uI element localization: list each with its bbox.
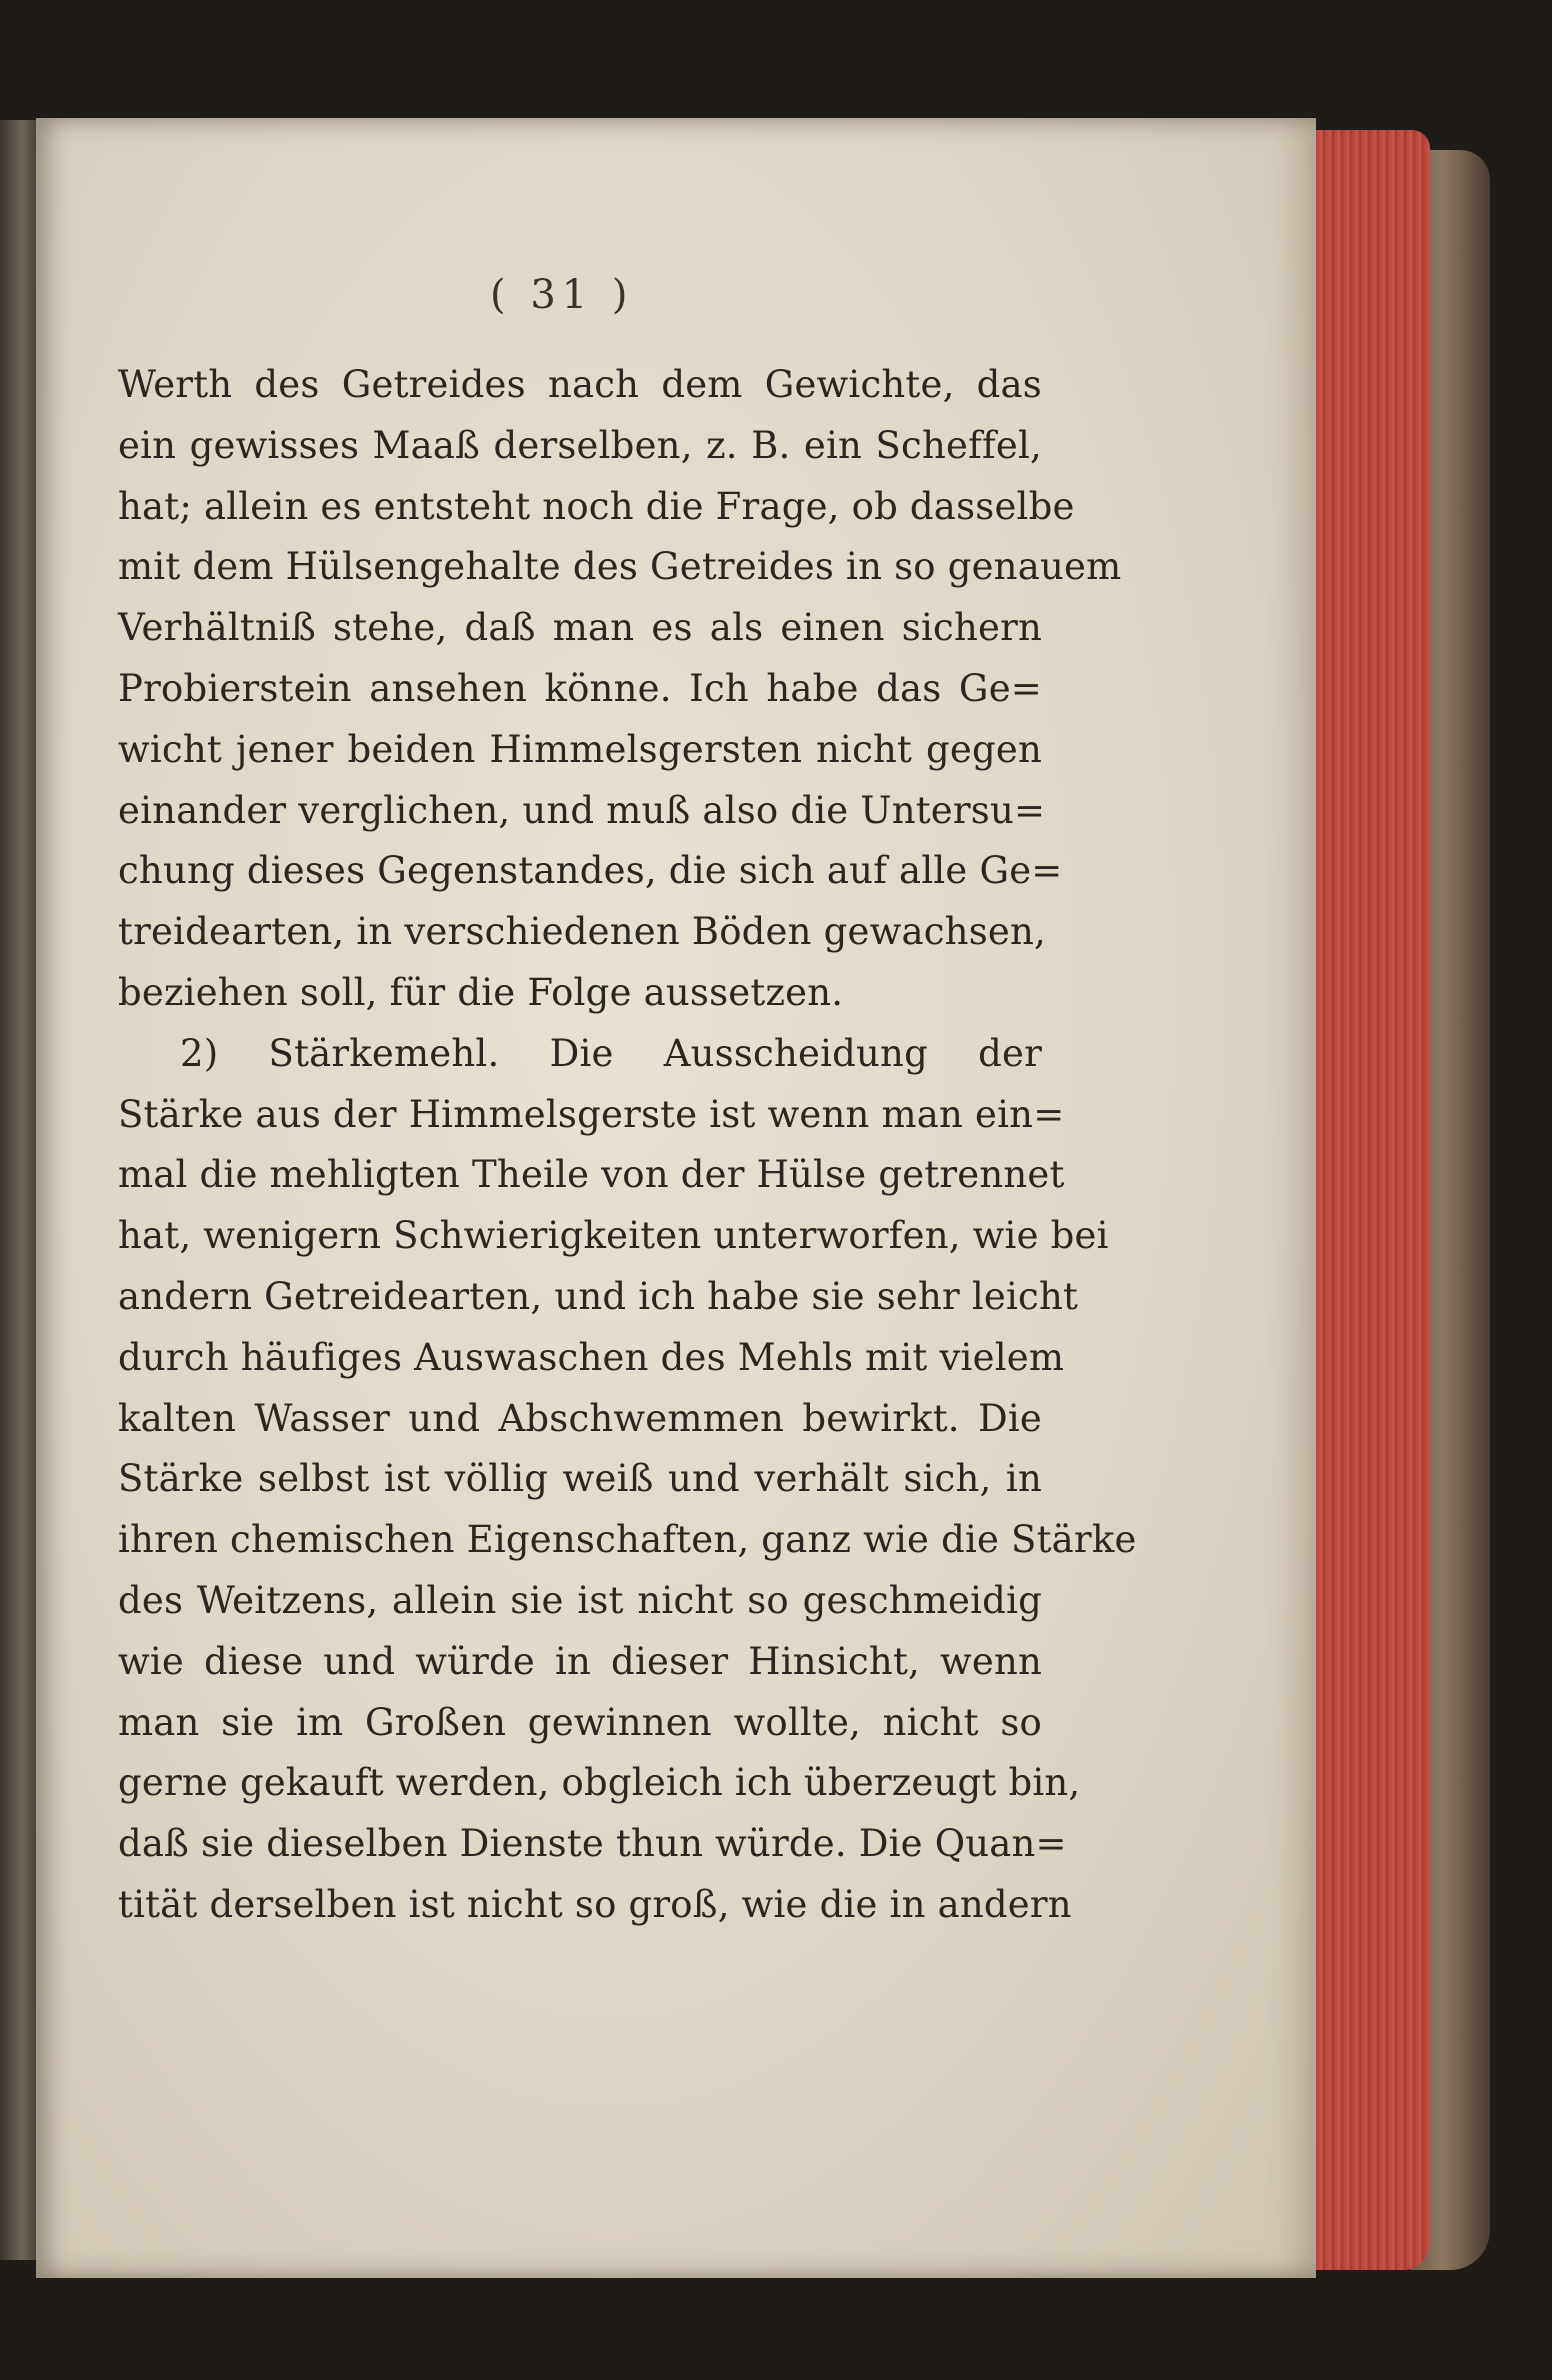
text-line: chung dieses Gegenstandes, die sich auf alle Ge= (118, 849, 1063, 893)
text-line: wie diese und würde in dieser Hinsicht, wenn (118, 1639, 1042, 1683)
text-line: mal die mehligten Theile von der Hülse getrennet (118, 1153, 1065, 1197)
page-text (118, 355, 1137, 1936)
text-line: Stärke aus der Himmelsgerste ist wenn man ein= (118, 1092, 1065, 1136)
text-line: ihren chemischen Eigenschaften, ganz wie die Stärke (118, 1518, 1137, 1562)
text-line: andern Getreidearten, und ich habe sie sehr leicht (118, 1274, 1079, 1318)
text-line: tität derselben ist nicht so groß, wie die in andern (118, 1882, 1072, 1926)
text-line: Probierstein ansehen könne. Ich habe das Ge= (118, 666, 1042, 710)
text-line: Werth des Getreides nach dem Gewichte, das (118, 363, 1042, 406)
text-line: man sie im Großen gewinnen wollte, nicht so (118, 1700, 1042, 1744)
text-line: hat, wenigern Schwierigkeiten unterworfen, wie bei (118, 1214, 1109, 1258)
section-heading-line: 2) Stärkemehl. Die Ausscheidung der (180, 1031, 1042, 1075)
text-line: Verhältniß stehe, daß man es als einen sichern (118, 606, 1042, 650)
text-line: durch häufiges Auswaschen des Mehls mit vielem (118, 1335, 1065, 1379)
text-line: des Weitzens, allein sie ist nicht so geschmeidig (118, 1578, 1042, 1622)
page-number: ( 31 ) (490, 272, 634, 318)
text-line: wicht jener beiden Himmelsgersten nicht gegen (118, 727, 1042, 771)
text-line: einander verglichen, und muß also die Untersu= (118, 788, 1046, 832)
previous-page-edge (0, 120, 36, 2260)
text-line: Stärke selbst ist völlig weiß und verhält sich, in (118, 1457, 1042, 1501)
text-line: hat; allein es entsteht noch die Frage, ob dasselbe (118, 484, 1075, 528)
book-fore-edge (1300, 130, 1430, 2270)
text-line: kalten Wasser und Abschwemmen bewirkt. Die (118, 1396, 1042, 1440)
text-line: ein gewisses Maaß derselben, z. B. ein Scheffel, (118, 423, 1042, 467)
text-line: treidearten, in verschiedenen Böden gewachsen, (118, 910, 1046, 954)
text-line: gerne gekauft werden, obgleich ich überzeugt bin, (118, 1761, 1081, 1805)
text-line: daß sie dieselben Dienste thun würde. Die Quan= (118, 1822, 1067, 1866)
text-line: beziehen soll, für die Folge aussetzen. (118, 970, 844, 1014)
text-line: mit dem Hülsengehalte des Getreides in so genauem (118, 545, 1122, 589)
